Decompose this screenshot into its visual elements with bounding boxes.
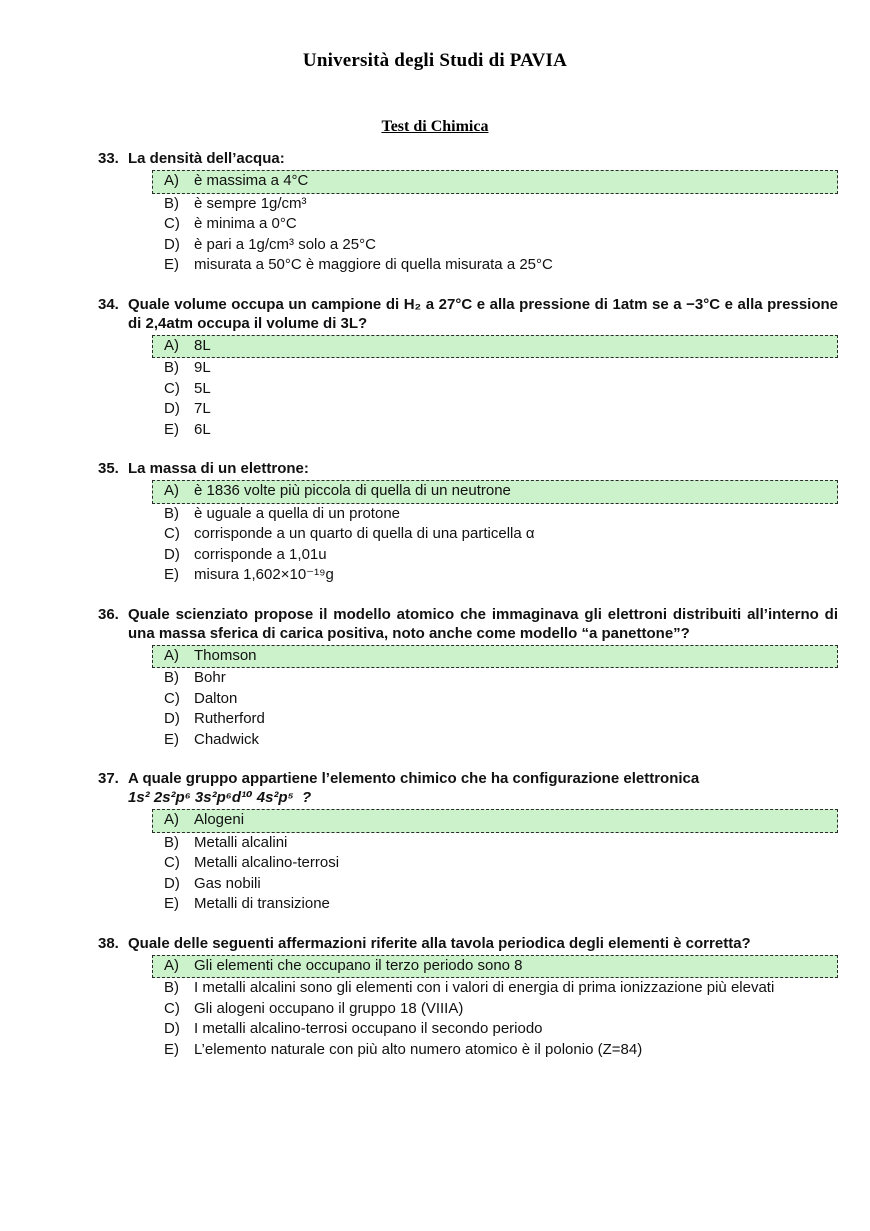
option-letter: A) xyxy=(164,956,179,974)
option-d xyxy=(152,399,838,420)
question-37 xyxy=(98,769,838,915)
option-letter: E) xyxy=(164,1040,179,1058)
option-text: Thomson xyxy=(194,646,257,664)
option-text: 7L xyxy=(194,400,211,417)
option-c xyxy=(152,999,838,1020)
question-38 xyxy=(98,934,838,1061)
option-letter: D) xyxy=(164,874,180,892)
option-e xyxy=(152,565,838,586)
option-letter: B) xyxy=(164,979,179,996)
option-letter: A) xyxy=(164,646,179,664)
option-letter: A) xyxy=(164,482,179,499)
option-e xyxy=(152,1040,838,1061)
option-text: 8L xyxy=(194,336,211,354)
option-letter: D) xyxy=(164,1020,180,1037)
option-text: 9L xyxy=(194,359,211,376)
option-b xyxy=(152,358,838,379)
test-title: Test di Chimica xyxy=(381,118,489,135)
option-e xyxy=(152,730,838,751)
option-letter: E) xyxy=(164,256,179,273)
question-text: Quale scienziato propose il modello atomico che immaginava gli elettroni distribuiti all’interno di una massa sferica di carica positiva, noto anche come modello “a panettone”? xyxy=(128,605,838,642)
option-text: Rutherford xyxy=(194,710,265,727)
option-b xyxy=(152,978,838,999)
option-c xyxy=(152,524,838,545)
question-number: 37. xyxy=(98,770,119,787)
option-letter: D) xyxy=(164,400,180,417)
option-text: 6L xyxy=(194,420,211,438)
option-letter: B) xyxy=(164,833,179,851)
option-e xyxy=(152,894,838,915)
option-c xyxy=(152,379,838,400)
option-text: è minima a 0°C xyxy=(194,215,297,232)
option-text: corrisponde a 1,01u xyxy=(194,545,327,563)
option-text: Dalton xyxy=(194,689,238,707)
options xyxy=(152,645,838,751)
option-letter: D) xyxy=(164,710,180,727)
option-letter: C) xyxy=(164,854,180,871)
university-title: Università degli Studi di PAVIA xyxy=(302,50,568,71)
question-list xyxy=(0,149,870,1060)
option-text: misurata a 50°C è maggiore di quella misurata a 25°C xyxy=(194,256,553,273)
option-d xyxy=(152,1019,838,1040)
option-text: misura 1,602×10⁻¹⁹g xyxy=(194,566,334,583)
option-text: Metalli alcalini xyxy=(194,833,288,851)
option-text: Bohr xyxy=(194,669,226,686)
option-b xyxy=(152,194,838,215)
option-c xyxy=(152,689,838,710)
option-d xyxy=(152,874,838,895)
option-letter: E) xyxy=(164,420,179,438)
option-text: è sempre 1g/cm³ xyxy=(194,194,307,212)
option-b xyxy=(152,833,838,854)
question-text: La massa di un elettrone: xyxy=(128,460,309,477)
option-letter: C) xyxy=(164,379,180,397)
option-letter: C) xyxy=(164,525,180,542)
option-text: corrisponde a un quarto di quella di una particella α xyxy=(194,525,535,542)
option-text: è pari a 1g/cm³ solo a 25°C xyxy=(194,235,376,253)
option-text: I metalli alcalino-terrosi occupano il secondo periodo xyxy=(194,1020,543,1037)
option-a xyxy=(152,170,838,194)
options xyxy=(152,170,838,276)
option-letter: A) xyxy=(164,172,179,189)
option-text: Gli alogeni occupano il gruppo 18 (VIIIA) xyxy=(194,999,464,1017)
option-text: è 1836 volte più piccola di quella di un neutrone xyxy=(194,482,511,499)
question-number: 38. xyxy=(98,934,119,952)
option-letter: E) xyxy=(164,730,179,748)
question-text: La densità dell’acqua: xyxy=(128,150,285,167)
question-number: 33. xyxy=(98,150,119,167)
option-letter: E) xyxy=(164,566,179,583)
option-letter: B) xyxy=(164,504,179,522)
option-text: è massima a 4°C xyxy=(194,172,309,189)
option-text: 5L xyxy=(194,379,211,397)
options xyxy=(152,335,838,441)
option-text: I metalli alcalini sono gli elementi con i valori di energia di prima ionizzazione più elevati xyxy=(194,979,775,996)
option-text: Gli elementi che occupano il terzo periodo sono 8 xyxy=(194,956,523,974)
option-b xyxy=(152,504,838,525)
question-33 xyxy=(98,149,838,276)
option-a xyxy=(152,955,838,979)
option-a xyxy=(152,480,838,504)
option-c xyxy=(152,853,838,874)
option-text: Gas nobili xyxy=(194,874,261,892)
option-e xyxy=(152,420,838,441)
option-a xyxy=(152,645,838,669)
option-text: Chadwick xyxy=(194,730,260,748)
option-letter: A) xyxy=(164,811,179,828)
option-b xyxy=(152,668,838,689)
options xyxy=(152,955,838,1061)
option-letter: A) xyxy=(164,336,179,354)
question-number: 36. xyxy=(98,605,119,623)
question-34 xyxy=(98,295,838,441)
option-a xyxy=(152,809,838,833)
option-letter: B) xyxy=(164,669,179,686)
option-letter: D) xyxy=(164,235,180,253)
option-text: Metalli di transizione xyxy=(194,895,330,912)
electron-configuration-formula: 1s² 2s²p⁶ 3s²p⁶d¹⁰ 4s²p⁵ ? xyxy=(128,789,312,806)
question-number: 35. xyxy=(98,460,119,477)
option-letter: D) xyxy=(164,545,180,563)
option-e xyxy=(152,255,838,276)
options xyxy=(152,480,838,586)
option-text: Alogeni xyxy=(194,811,245,828)
option-letter: C) xyxy=(164,999,180,1017)
option-letter: B) xyxy=(164,194,179,212)
option-d xyxy=(152,709,838,730)
question-text: Quale volume occupa un campione di H₂ a 27°C e alla pressione di 1atm se a −3°C e alla pressione di 2,4atm occupa il volume di 3L? xyxy=(128,295,838,332)
option-d xyxy=(152,545,838,566)
option-c xyxy=(152,214,838,235)
option-text: L’elemento naturale con più alto numero atomico è il polonio (Z=84) xyxy=(194,1040,643,1058)
option-text: è uguale a quella di un protone xyxy=(194,504,401,522)
question-text: Quale delle seguenti affermazioni riferite alla tavola periodica degli elementi è corretta? xyxy=(128,934,751,952)
option-a xyxy=(152,335,838,359)
option-letter: B) xyxy=(164,359,179,376)
options xyxy=(152,809,838,915)
option-letter: C) xyxy=(164,689,180,707)
option-d xyxy=(152,235,838,256)
option-letter: C) xyxy=(164,215,180,232)
question-35 xyxy=(98,459,838,586)
option-letter: E) xyxy=(164,895,179,912)
question-36 xyxy=(98,605,838,751)
question-text: A quale gruppo appartiene l’elemento chimico che ha configurazione elettronica xyxy=(128,770,700,787)
question-number: 34. xyxy=(98,295,119,313)
option-text: Metalli alcalino-terrosi xyxy=(194,854,340,871)
